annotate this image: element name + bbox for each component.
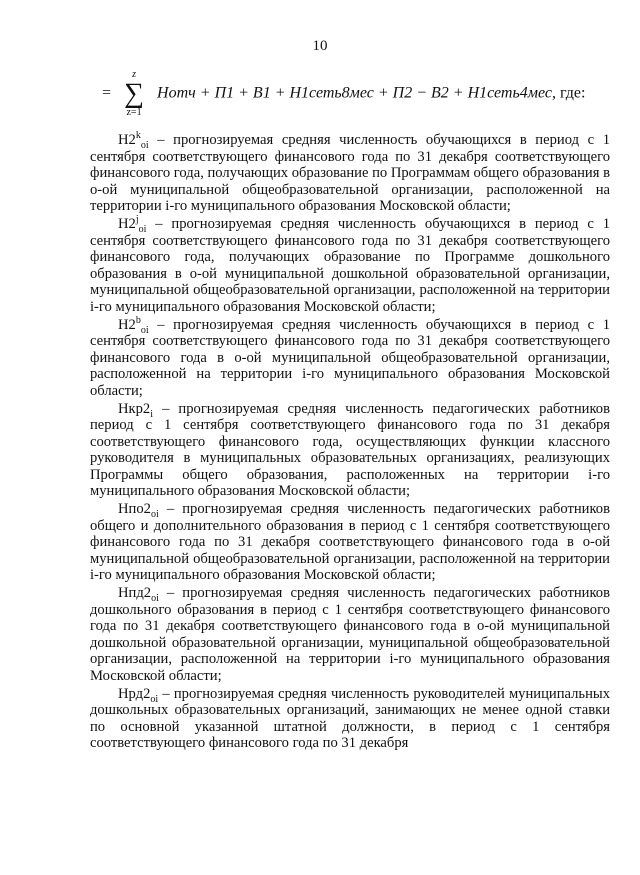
page-number: 10 <box>312 38 328 54</box>
sigma-symbol: ∑ <box>124 78 145 109</box>
definition-paragraph: $Нкр2_i$ – прогнозируемая средняя численность педагогических работников период с 1 сентября соответствующего финансового года по 31 декабря соответствующего финансового года, осуществляющих функции классного руководителя в муниципальных образовательных организациях, реализующих Программы общего образования, расположенных на территории i-го муниципального образования Московской области; <box>90 400 610 500</box>
sum-upper-limit: z <box>132 69 136 80</box>
definition-paragraph: $Н2^b_{oi}$ – прогнозируемая средняя численность обучающихся в период с 1 сентября соответствующего финансового года по 31 декабря соответствующего финансового года в о-ой муниципальной общеобразовательной организации, расположенной на территории i-го муниципального образования Московской области; <box>90 314 610 399</box>
definition-paragraph: $Н2^k_{oi}$ – прогнозируемая средняя численность обучающихся в период с 1 сентября соответствующего финансового года по 31 декабря соответствующего финансового года, получающих образование по Программам общего образования в о-ой муниципальной общеобразовательной организации, расположенной на территории i-го муниципального образования Московской области; <box>90 130 610 215</box>
sum-lower-limit: z=1 <box>126 107 142 118</box>
formula-first-term: Нотч <box>157 84 196 102</box>
sum-operator <box>119 70 149 118</box>
formula-tail: , где: <box>551 84 586 102</box>
definition-paragraph: $Нпо2_{oi}$ – прогнозируемая средняя численность педагогических работников общего и дополнительного образования в период с 1 сентября соответствующего финансового года по 31 декабря соответствующего финансового года в о-ой муниципальной общеобразовательной организации, расположенной на территории i-го муниципального образования Московской области; <box>90 501 610 584</box>
definition-paragraph: $Нрд2_{oi}$ – прогнозируемая средняя численность руководителей муниципальных дошкольных образовательных организаций, занимающих не менее одной ставки по основной указанной штатной должности, в период с 1 сентября соответствующего финансового года по 31 декабря <box>90 685 610 752</box>
definitions-list <box>90 132 610 753</box>
formula-remaining-terms: + П1 + В1 + Н1сеть8мес + П2 − В2 + Н1сеть4мес <box>195 84 552 102</box>
definition-paragraph: $Нпд2_{oi}$ – прогнозируемая средняя численность педагогических работников дошкольного образования в период с 1 сентября соответствующего финансового года по 31 декабря соответствующего финансового года в о-ой муниципальной дошкольной образовательной организации, муниципальной общеобразовательной организации, расположенной на территории i-го муниципального образования Московской области; <box>90 585 610 684</box>
formula <box>102 70 622 118</box>
definition-paragraph: $Н2^j_{oi}$ – прогнозируемая средняя численность обучающихся в период с 1 сентября соответствующего финансового года по 31 декабря соответствующего финансового года, получающих образование по Программе дошкольного образования в о-ой муниципальной дошкольной образовательной организации, муниципальной общеобразовательной организации, расположенной на территории i-го муниципального образования Московской области; <box>90 214 610 315</box>
formula-equals: = <box>102 84 112 102</box>
